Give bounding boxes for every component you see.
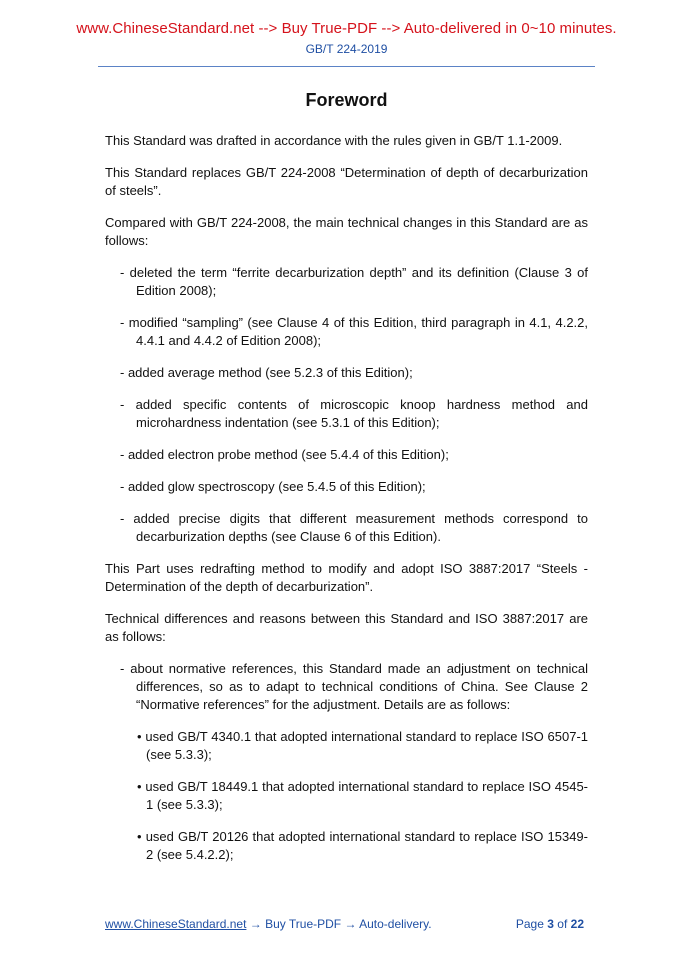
paragraph-changes-intro: Compared with GB/T 224-2008, the main technical changes in this Standard are as follows:	[105, 215, 588, 248]
page-current: 3	[547, 917, 554, 931]
difference-subitem: • used GB/T 18449.1 that adopted international standard to replace ISO 4545-1 (see 5.3.3);	[137, 779, 588, 812]
change-item: - added electron probe method (see 5.4.4 of this Edition);	[120, 447, 449, 462]
page-number	[516, 917, 584, 931]
difference-subitem: • used GB/T 20126 that adopted international standard to replace ISO 15349-2 (see 5.4.2.2);	[137, 829, 588, 862]
header-divider	[98, 66, 595, 67]
page-of-word: of	[557, 917, 568, 931]
paragraph-differences-intro: Technical differences and reasons between this Standard and ISO 3887:2017 are as follows:	[105, 611, 588, 644]
foreword-body	[105, 132, 588, 878]
page-word: Page	[515, 917, 544, 931]
paragraph-drafting-rules: This Standard was drafted in accordance with the rules given in GB/T 1.1-2009.	[105, 133, 563, 148]
change-item: - added glow spectroscopy (see 5.4.5 of this Edition);	[120, 479, 426, 494]
change-item: - added specific contents of microscopic knoop hardness method and microhardness indentation (see 5.3.1 of this Edition);	[120, 397, 588, 430]
footer-promo	[105, 917, 432, 931]
change-item: - deleted the term “ferrite decarburization depth” and its definition (Clause 3 of Edition 2008);	[120, 265, 588, 298]
paragraph-iso-adoption: This Part uses redrafting method to modify and adopt ISO 3887:2017 “Steels - Determination of the depth of decarburization”.	[105, 561, 588, 594]
promo-banner[interactable]: www.ChineseStandard.net --> Buy True-PDF --> Auto-delivered in 0~10 minutes.	[76, 20, 617, 37]
footer-website-link[interactable]: www.ChineseStandard.net	[105, 917, 247, 931]
change-item: - added precise digits that different measurement methods correspond to decarburization depths (see Clause 6 of this Edition).	[120, 511, 588, 544]
difference-item: - about normative references, this Standard made an adjustment on technical differences, so as to adapt to technical conditions of China. See Clause 2 “Normative references” for the adjustment. Details are as follows:	[120, 661, 588, 712]
change-item: - modified “sampling” (see Clause 4 of this Edition, third paragraph in 4.1, 4.2.2, 4.4.1 and 4.4.2 of Edition 2008);	[120, 315, 588, 348]
footer-promo-text: → Buy True-PDF → Auto-delivery.	[246, 917, 432, 931]
document-id: GB/T 224-2019	[305, 42, 388, 56]
page-title: Foreword	[305, 90, 388, 110]
difference-subitem: • used GB/T 4340.1 that adopted international standard to replace ISO 6507-1 (see 5.3.3);	[137, 729, 588, 762]
paragraph-replaces: This Standard replaces GB/T 224-2008 “Determination of depth of decarburization of steels”.	[105, 165, 588, 198]
change-item: - added average method (see 5.2.3 of this Edition);	[120, 365, 413, 380]
page-total: 22	[570, 917, 584, 931]
